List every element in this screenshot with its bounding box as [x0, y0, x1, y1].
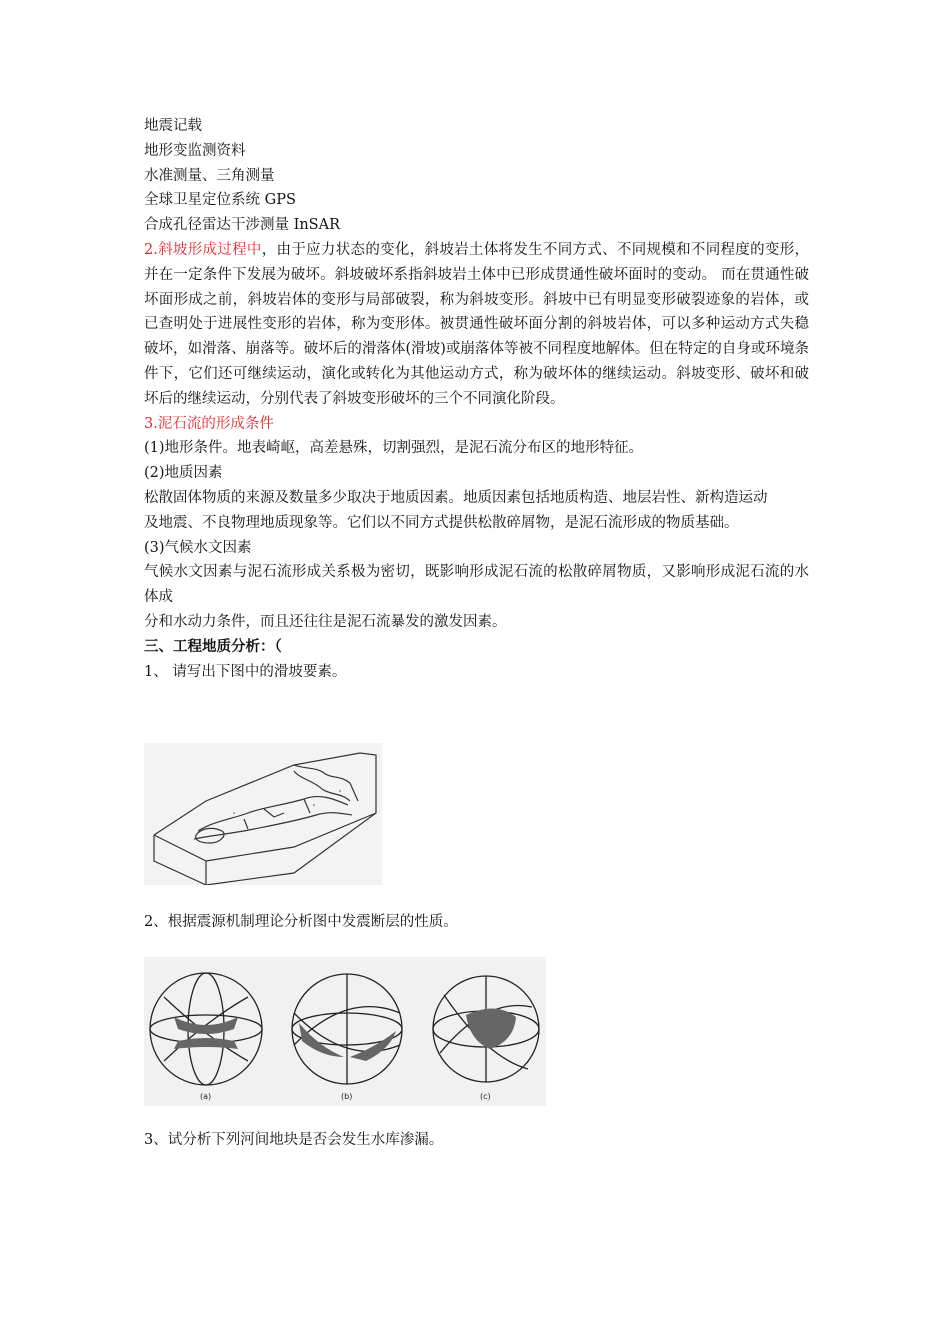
section-3-item-1: (1)地形条件。地表崎岖，高差悬殊，切割强烈，是泥石流分布区的地形特征。 — [144, 440, 644, 457]
section-3-item-3-text: 分和水动力条件，而且还往往是泥石流暴发的激发因素。 — [144, 613, 507, 630]
section-2-text: ，由于应力状态的变化，斜坡岩土体将发生不同方式、不同规模和不同程度的变形，并在一定条件下发展为破坏。斜坡破坏系指斜坡岩土体中已形成贯通性破坏面时的变动。 而在贯通性破坏面形成之前，斜坡岩体的变形与局部破裂，称为斜坡变形。斜坡中已有明显变形破裂迹象的岩体，或已查明处于进展性变形的岩体，称为变形体。被贯通性破坏面分割的斜坡岩体，可以多种运动方式失稳破坏，如滑落、崩落等。破坏后的滑落体(滑坡)或崩落体等被不同程度地解体。但在特定的自身或环境条件下，它们还可继续运动，演化或转化为其他运动方式，称为破坏体的继续运动。斜坡变形、破坏和破坏后的继续运动，分别代表了斜坡变形破坏的三个不同演化阶段。 — [144, 241, 809, 407]
document-body — [144, 114, 809, 684]
section-3-item-2-text: 松散固体物质的来源及数量多少取决于地质因素。地质因素包括地质构造、地层岩性、新构造运动 — [144, 489, 768, 506]
section-3-item-2-text: 及地震、不良物理地质现象等。它们以不同方式提供松散碎屑物，是泥石流形成的物质基础。 — [144, 514, 739, 531]
question-2: 2、根据震源机制理论分析图中发震断层的性质。 — [144, 914, 458, 930]
question-1: 1、 请写出下图中的滑坡要素。 — [144, 663, 347, 680]
section-3-item-3-text: 气候水文因素与泥石流形成关系极为密切，既影响形成泥石流的松散碎屑物质，又影响形成泥石流的水体成 — [144, 564, 809, 606]
figure-label-b: (b) — [341, 1092, 353, 1101]
figure-label-c: (c) — [480, 1092, 491, 1101]
text-line: 地震记载 — [144, 118, 202, 134]
figure-label-a: (a) — [200, 1092, 212, 1101]
question-3: 3、试分析下列河间地块是否会发生水库渗漏。 — [144, 1132, 444, 1148]
section-3-item-2: (2)地质因素 — [144, 465, 223, 482]
section-3-item-3: (3)气候水文因素 — [144, 539, 252, 556]
text-line: 地形变监测资料 — [144, 142, 246, 159]
text-line: 合成孔径雷达干涉测量 InSAR — [144, 217, 340, 234]
section-2-paragraph — [144, 238, 809, 412]
text-line: 水准测量、三角测量 — [144, 167, 275, 184]
focal-mechanism-figure — [144, 957, 546, 1106]
part-3-heading: 三、工程地质分析：（ — [144, 637, 282, 655]
focal-mechanism-diagram-image — [144, 957, 546, 1106]
section-2-heading: 2.斜坡形成过程中 — [144, 241, 262, 258]
section-3-heading: 3.泥石流的形成条件 — [144, 415, 274, 432]
text-line: 全球卫星定位系统 GPS — [144, 192, 296, 209]
landslide-figure — [144, 743, 382, 885]
landslide-diagram-image — [144, 743, 382, 885]
